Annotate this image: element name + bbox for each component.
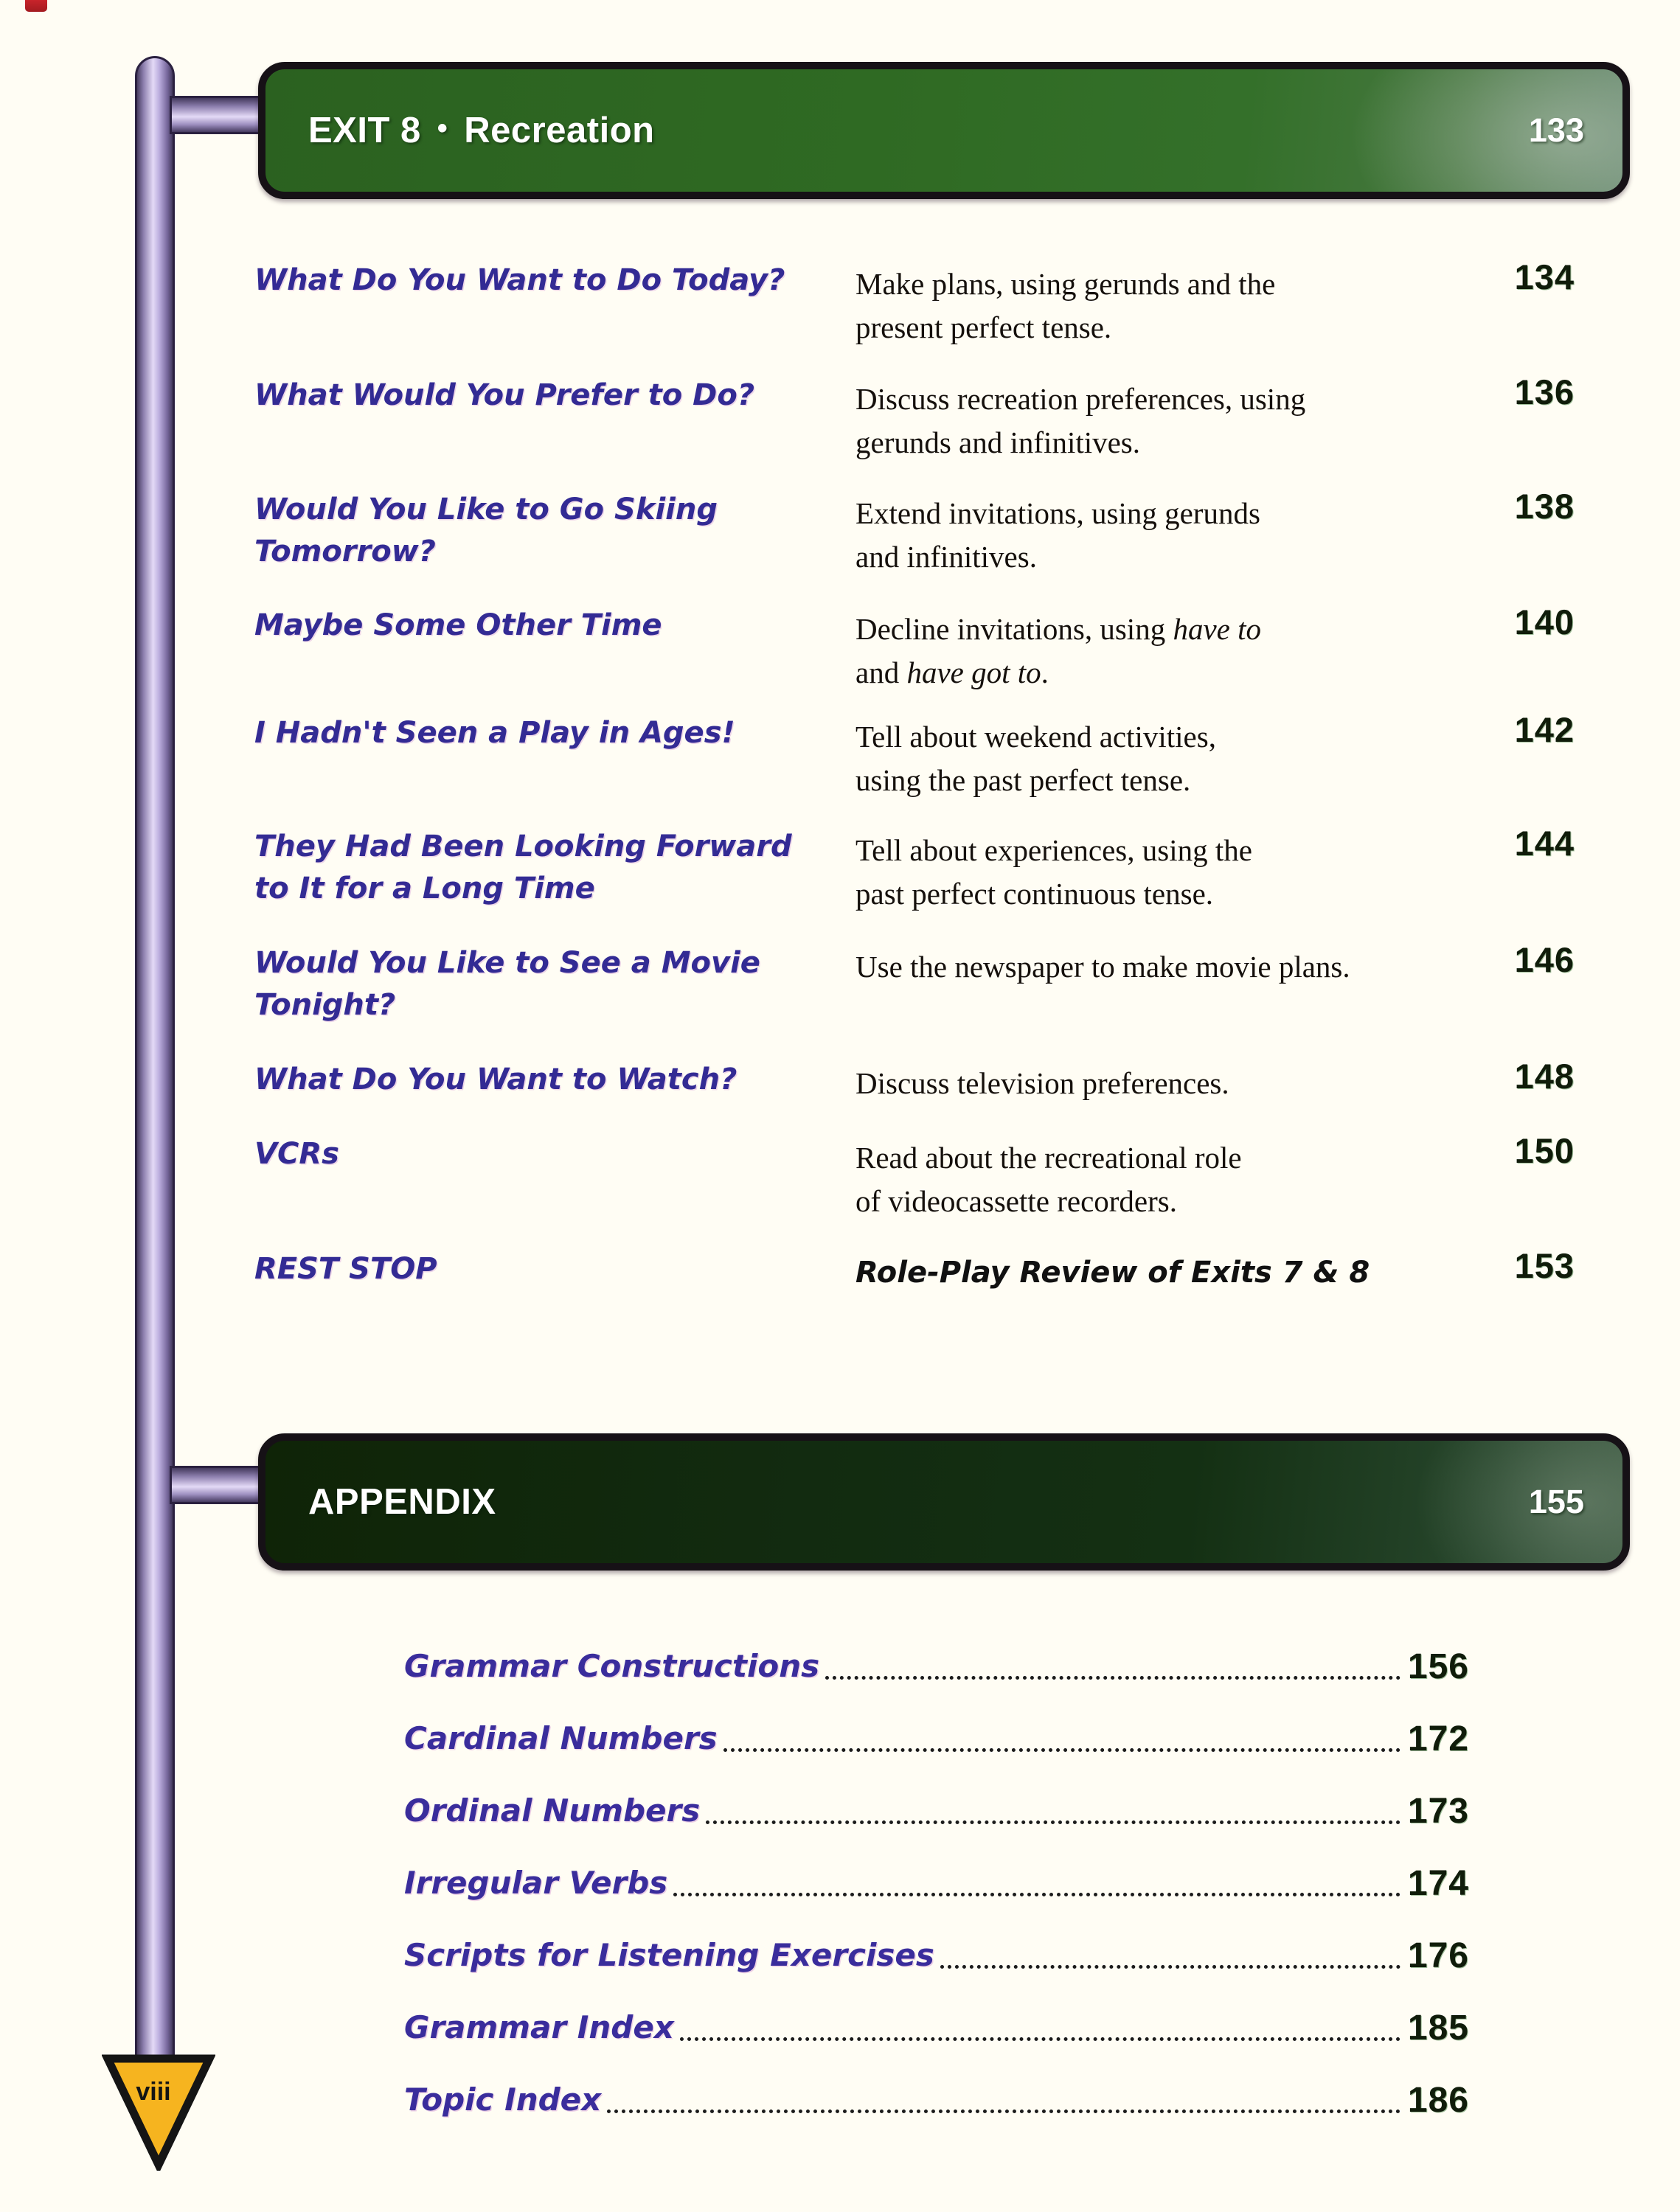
appendix-item-label: Irregular Verbs xyxy=(404,1865,668,1901)
toc-row xyxy=(254,489,1575,599)
dotted-leader xyxy=(607,2110,1400,2113)
lesson-page-number: 146 xyxy=(1514,940,1575,979)
lesson-title: REST STOP xyxy=(254,1252,437,1286)
lesson-description: Extend invitations, using gerunds and infinitives. xyxy=(855,496,1260,574)
appendix-item-page-number: 186 xyxy=(1407,2081,1469,2120)
lesson-description: Use the newspaper to make movie plans. xyxy=(855,950,1350,984)
toc-row xyxy=(254,826,1575,936)
lesson-title: What Do You Want to Do Today? xyxy=(254,263,785,297)
page-folio: viii xyxy=(136,2078,171,2106)
toc-row xyxy=(254,372,1575,485)
lesson-description: Read about the recreational role of videocassette recorders. xyxy=(855,1141,1242,1218)
exit-label: EXIT 8 xyxy=(308,111,421,150)
signpost-crossbar-top xyxy=(170,96,273,134)
dotted-leader xyxy=(680,2037,1400,2041)
dotted-leader xyxy=(706,1820,1400,1824)
toc-row xyxy=(254,942,1575,1053)
lesson-page-number: 144 xyxy=(1514,824,1575,863)
lesson-page-number: 150 xyxy=(1514,1131,1575,1170)
lesson-title: Would You Like to See a Movie Tonight? xyxy=(254,946,760,1022)
appendix-item xyxy=(404,1780,1469,1834)
signpost-crossbar-bottom xyxy=(170,1466,273,1504)
lesson-page-number: 153 xyxy=(1514,1246,1575,1285)
lesson-page-number: 148 xyxy=(1514,1057,1575,1096)
lesson-description: Tell about experiences, using the past perfect continuous tense. xyxy=(855,833,1252,911)
lesson-page-number: 136 xyxy=(1514,372,1575,411)
lesson-description: Role-Play Review of Exits 7 & 8 xyxy=(855,1256,1370,1290)
dotted-leader xyxy=(940,1965,1400,1969)
lesson-title: Maybe Some Other Time xyxy=(254,608,662,642)
lesson-title: What Would You Prefer to Do? xyxy=(254,378,755,412)
appendix-sign-title: APPENDIX xyxy=(308,1482,496,1522)
dotted-leader xyxy=(723,1748,1400,1752)
lesson-page-number: 134 xyxy=(1514,257,1575,296)
lesson-title: Would You Like to Go Skiing Tomorrow? xyxy=(254,493,718,568)
appendix-sign-page-number: 155 xyxy=(1528,1483,1584,1520)
appendix-item xyxy=(404,1852,1469,1907)
dotted-leader xyxy=(673,1893,1400,1896)
exit-sign-title xyxy=(308,110,655,151)
signpost-pole xyxy=(135,56,175,2069)
appendix-item-label: Grammar Index xyxy=(404,2009,674,2045)
page-edge-mark xyxy=(25,0,47,12)
appendix-item xyxy=(404,1924,1469,1979)
toc-row xyxy=(254,1133,1575,1244)
exit-sign-banner xyxy=(258,62,1630,199)
exit-title: Recreation xyxy=(464,111,655,150)
appendix-item-label: Topic Index xyxy=(404,2081,602,2118)
appendix-item-label: Grammar Constructions xyxy=(404,1648,820,1684)
exit-sign-page-number: 133 xyxy=(1528,111,1584,149)
appendix-item-page-number: 156 xyxy=(1407,1647,1469,1686)
lesson-title: What Do You Want to Watch? xyxy=(254,1062,737,1096)
appendix-item-label: Cardinal Numbers xyxy=(404,1720,718,1756)
lesson-description: Make plans, using gerunds and the present perfect tense. xyxy=(855,267,1276,344)
appendix-item-page-number: 173 xyxy=(1407,1792,1469,1831)
appendix-item-page-number: 174 xyxy=(1407,1864,1469,1903)
appendix-item-page-number: 172 xyxy=(1407,1719,1469,1759)
lesson-title: They Had Been Looking Forward to It for a Long Time xyxy=(254,830,792,905)
appendix-item xyxy=(404,1635,1469,1690)
down-arrow-icon xyxy=(102,2053,215,2171)
dotted-leader xyxy=(825,1676,1400,1680)
appendix-item-page-number: 185 xyxy=(1407,2008,1469,2048)
lesson-description: Decline invitations, using have to and have got to. xyxy=(855,612,1261,689)
appendix-item-label: Scripts for Listening Exercises xyxy=(404,1937,934,1973)
toc-row xyxy=(254,1248,1575,1359)
lesson-title: I Hadn't Seen a Play in Ages! xyxy=(254,716,735,750)
signpost-arrow xyxy=(102,2053,215,2171)
appendix-item xyxy=(404,1997,1469,2051)
toc-row xyxy=(254,712,1575,823)
toc-row xyxy=(254,257,1575,370)
lesson-description: Tell about weekend activities, using the past perfect tense. xyxy=(855,720,1216,797)
lesson-description: Discuss television preferences. xyxy=(855,1066,1229,1100)
toc-row xyxy=(254,602,1575,715)
bullet-separator-icon: • xyxy=(437,112,448,145)
appendix-item-label: Ordinal Numbers xyxy=(404,1792,701,1829)
appendix-sign-banner xyxy=(258,1433,1630,1571)
lesson-title: VCRs xyxy=(254,1137,339,1171)
lesson-page-number: 140 xyxy=(1514,602,1575,641)
appendix-item xyxy=(404,2069,1469,2124)
lesson-description: Discuss recreation preferences, using gerunds and infinitives. xyxy=(855,382,1306,459)
appendix-item-page-number: 176 xyxy=(1407,1936,1469,1975)
lesson-page-number: 138 xyxy=(1514,487,1575,526)
lesson-page-number: 142 xyxy=(1514,710,1575,749)
appendix-item xyxy=(404,1708,1469,1762)
